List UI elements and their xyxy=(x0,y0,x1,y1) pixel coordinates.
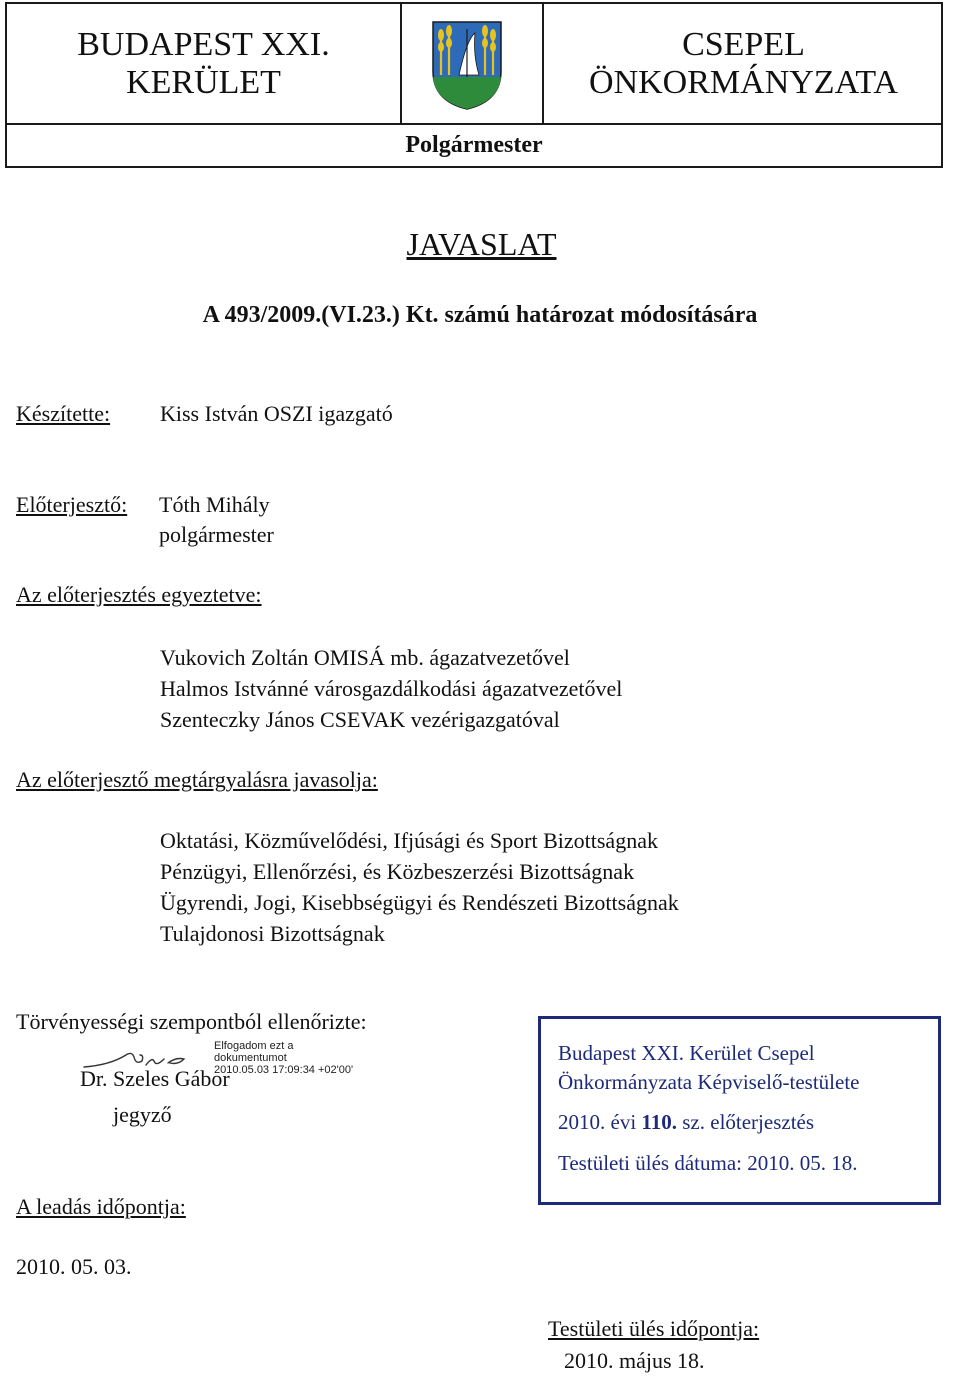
header-municipality-line1: CSEPEL xyxy=(682,25,805,63)
agreed-list xyxy=(160,642,622,735)
document-title: JAVASLAT xyxy=(406,226,557,262)
signature-stamp-line: Elfogadom ezt a xyxy=(214,1040,294,1052)
legal-signer-role: jegyző xyxy=(113,1102,172,1127)
header-office: Polgármester xyxy=(405,132,543,158)
prepared-by-label: Készítette: xyxy=(16,401,111,426)
recommended-label: Az előterjesztő megtárgyalásra javasolja: xyxy=(16,767,378,792)
meeting-date: 2010. május 18. xyxy=(564,1348,705,1373)
presenter-name: Tóth Mihály xyxy=(159,492,270,517)
agreed-item: Halmos Istvánné városgazdálkodási ágazatvezetővel xyxy=(160,676,623,701)
legal-signer-name: Dr. Szeles Gábor xyxy=(80,1066,230,1091)
agreed-item: Szenteczky János CSEVAK vezérigazgatóval xyxy=(160,707,560,732)
registration-box xyxy=(538,1016,941,1205)
registration-number: 110. xyxy=(641,1110,677,1134)
presenter-label: Előterjesztő: xyxy=(16,492,128,517)
committee-item: Pénzügyi, Ellenőrzési, és Közbeszerzési Bizottságnak xyxy=(160,859,635,884)
meeting-label: Testületi ülés időpontja: xyxy=(548,1316,760,1341)
header-municipality-line2: ÖNKORMÁNYZATA xyxy=(589,63,898,101)
legal-check-label: Törvényességi szempontból ellenőrizte: xyxy=(16,1009,367,1034)
registration-meeting-date: Testületi ülés dátuma: 2010. 05. 18. xyxy=(558,1151,858,1175)
committee-item: Tulajdonosi Bizottságnak xyxy=(160,921,385,946)
agreed-item: Vukovich Zoltán OMISÁ mb. ágazatvezetővel xyxy=(160,645,570,670)
document-subtitle: A 493/2009.(VI.23.) Kt. számú határozat módosítására xyxy=(202,302,758,328)
submission-label: A leadás időpontja: xyxy=(16,1194,186,1219)
registration-line1: Budapest XXI. Kerület Csepel xyxy=(558,1041,815,1065)
header-municipality xyxy=(542,4,943,125)
registration-number-line: 2010. évi 110. sz. előterjesztés xyxy=(558,1110,815,1134)
signature-stamp-line: dokumentumot xyxy=(214,1052,287,1064)
presenter-role: polgármester xyxy=(159,522,274,547)
agreed-label: Az előterjesztés egyeztetve: xyxy=(16,582,262,607)
committee-item: Ügyrendi, Jogi, Kisebbségügyi és Rendészeti Bizottságnak xyxy=(160,890,679,915)
header-district-line1: BUDAPEST XXI. xyxy=(77,25,330,63)
committee-list xyxy=(160,825,679,949)
committee-item: Oktatási, Közművelődési, Ifjúsági és Sport Bizottságnak xyxy=(160,828,658,853)
digital-signature-stamp xyxy=(214,1040,353,1076)
header-district xyxy=(7,4,402,125)
submission-date: 2010. 05. 03. xyxy=(16,1254,132,1279)
registration-line2: Önkormányzata Képviselő-testülete xyxy=(558,1070,860,1094)
prepared-by-value: Kiss István OSZI igazgató xyxy=(160,401,393,426)
coat-of-arms-icon xyxy=(429,19,505,111)
document-header xyxy=(5,2,943,168)
signature-stamp-line: 2010.05.03 17:09:34 +02'00' xyxy=(214,1064,354,1076)
header-district-line2: KERÜLET xyxy=(126,63,281,101)
